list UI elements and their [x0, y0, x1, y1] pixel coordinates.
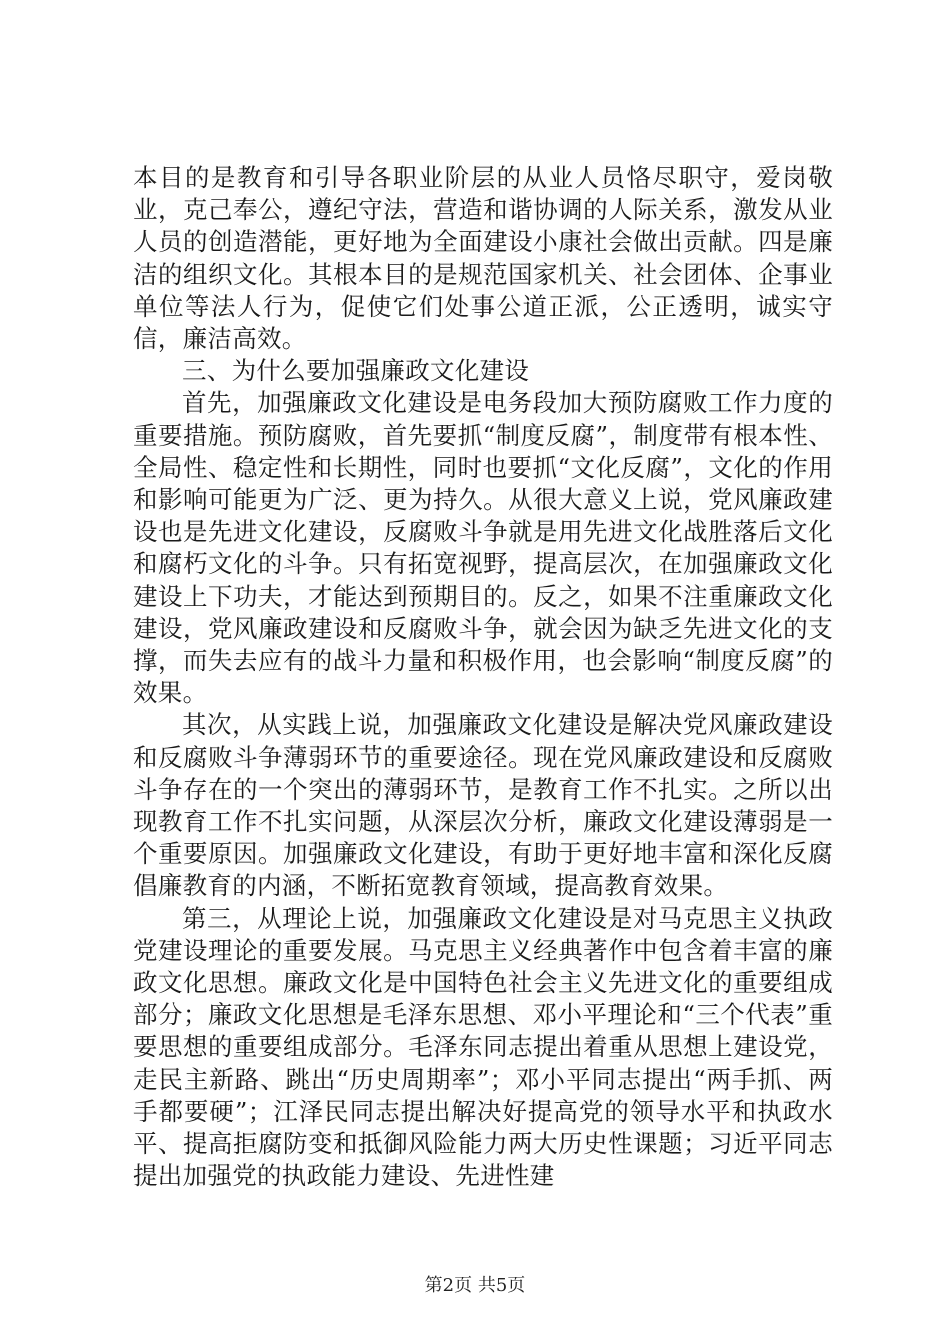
paragraph-first: 首先，加强廉政文化建设是电务段加大预防腐败工作力度的重要措施。预防腐败，首先要抓“制度反腐”，制度带有根本性、全局性、稳定性和长期性，同时也要抓“文化反腐”，文化的作用和影响可能更为广泛、更为持久。从很大意义上说，党风廉政建设也是先进文化建设，反腐败斗争就是用先进文化战胜落后文化和腐朽文化的斗争。只有拓宽视野，提高层次，在加强廉政文化建设上下功夫，才能达到预期目的。反之，如果不注重廉政文化建设，党风廉政建设和反腐败斗争，就会因为缺乏先进文化的支撑，而失去应有的战斗力量和积极作用，也会影响“制度反腐”的效果。 [133, 388, 833, 708]
paragraph-continuation: 本目的是教育和引导各职业阶层的从业人员恪尽职守，爱岗敬业，克己奉公，遵纪守法，营造和谐协调的人际关系，激发从业人员的创造潜能，更好地为全面建设小康社会做出贡献。四是廉洁的组织文化。其根本目的是规范国家机关、社会团体、企事业单位等法人行为，促使它们处事公道正派，公正透明，诚实守信，廉洁高效。 [133, 163, 833, 354]
page-body [133, 162, 833, 1193]
paragraph-second: 其次，从实践上说，加强廉政文化建设是解决党风廉政建设和反腐败斗争薄弱环节的重要途径。现在党风廉政建设和反腐败斗争存在的一个突出的薄弱环节，是教育工作不扎实。之所以出现教育工作不扎实问题，从深层次分析，廉政文化建设薄弱是一个重要原因。加强廉政文化建设，有助于更好地丰富和深化反腐倡廉教育的内涵，不断拓宽教育领域，提高教育效果。 [133, 710, 833, 901]
paragraph-third: 第三，从理论上说，加强廉政文化建设是对马克思主义执政党建设理论的重要发展。马克思主义经典著作中包含着丰富的廉政文化思想。廉政文化是中国特色社会主义先进文化的重要组成部分；廉政文化思想是毛泽东思想、邓小平理论和“三个代表”重要思想的重要组成部分。毛泽东同志提出着重从思想上建设党，走民主新路、跳出“历史周期率”；邓小平同志提出“两手抓、两手都要硬”；江泽民同志提出解决好提高党的领导水平和执政水平、提高拒腐防变和抵御风险能力两大历史性课题；习近平同志提出加强党的执政能力建设、先进性建 [133, 903, 833, 1191]
section-heading: 三、为什么要加强廉政文化建设 [182, 356, 530, 386]
page-footer: 第2页 共5页 [424, 1275, 526, 1296]
